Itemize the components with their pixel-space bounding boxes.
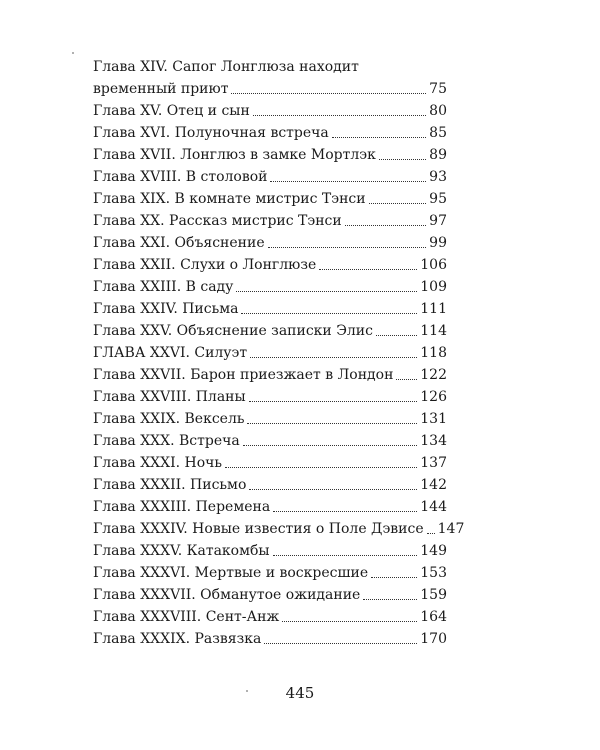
toc-entry (93, 276, 447, 298)
toc-entry (93, 474, 447, 496)
toc-entry-page: 95 (429, 191, 447, 207)
toc-entry-page: 89 (429, 147, 447, 163)
toc-entry-title: Глава XXI. Объяснение (93, 235, 265, 251)
toc-leader-dots (231, 93, 426, 94)
toc-entry-title: Глава XXXVII. Обманутое ожидание (93, 587, 361, 603)
toc-leader-dots (264, 643, 417, 644)
toc-leader-dots (253, 115, 426, 116)
toc-entry-title: Глава XXII. Слухи о Лонглюзе (93, 257, 317, 273)
toc-entry-page: 118 (420, 345, 447, 361)
toc-entry-page: 144 (420, 499, 447, 515)
toc-leader-dots (282, 621, 417, 622)
toc-leader-dots (371, 577, 417, 578)
toc-leader-dots (319, 269, 417, 270)
toc-entry (93, 254, 447, 276)
toc-leader-dots (236, 291, 417, 292)
toc-leader-dots (427, 533, 435, 534)
toc-entry-title: Глава XIX. В комнате мистрис Тэнси (93, 191, 366, 207)
toc-entry-title: Глава XV. Отец и сын (93, 103, 250, 119)
toc-leader-dots (241, 313, 417, 314)
toc-entry-page: 126 (420, 389, 447, 405)
toc-entry (93, 210, 447, 232)
toc-entry (93, 78, 447, 100)
toc-entry-title: Глава XXXVI. Мертвые и воскресшие (93, 565, 369, 581)
toc-leader-dots (376, 335, 417, 336)
paper-speck (72, 52, 74, 54)
toc-entry-page: 159 (420, 587, 447, 603)
toc-entry (93, 562, 447, 584)
toc-entry (93, 320, 447, 342)
page-number: 445 (285, 684, 315, 702)
toc-leader-dots (268, 247, 427, 248)
toc-entry-page: 97 (429, 213, 447, 229)
toc-entry (93, 386, 447, 408)
toc-entry (93, 188, 447, 210)
toc-entry-title: временный приют (93, 81, 229, 97)
toc-entry-page: 131 (420, 411, 447, 427)
toc-entry (93, 628, 447, 650)
toc-entry-page: 93 (429, 169, 447, 185)
toc-entry (93, 144, 447, 166)
toc-entry-title: Глава XXXIII. Перемена (93, 499, 271, 515)
toc-leader-dots (379, 159, 426, 160)
toc-entry-title: Глава XXVIII. Планы (93, 389, 246, 405)
toc-entry-page: 99 (429, 235, 447, 251)
toc-leader-dots (345, 225, 426, 226)
toc-leader-dots (270, 181, 426, 182)
toc-entry-page: 153 (420, 565, 447, 581)
toc-entry-page: 137 (420, 455, 447, 471)
toc-entry-title: Глава XXV. Объяснение записки Элис (93, 323, 373, 339)
toc-entry-title: Глава XXVII. Барон приезжает в Лондон (93, 367, 394, 383)
toc-leader-dots (273, 511, 417, 512)
toc-entry-title: Глава XXIX. Вексель (93, 411, 245, 427)
toc-entry (93, 606, 447, 628)
toc-entry (93, 518, 465, 540)
toc-entry (93, 342, 447, 364)
toc-entry (93, 540, 447, 562)
toc-entry-title: Глава XXX. Встреча (93, 433, 240, 449)
toc-entry (93, 584, 447, 606)
toc-leader-dots (249, 489, 417, 490)
toc-leader-dots (273, 555, 418, 556)
toc-entry-title: Глава XIV. Сапог Лонглюза находит (93, 59, 359, 75)
toc-entry (93, 232, 447, 254)
toc-entry-page: 111 (420, 301, 447, 317)
toc-entry-page: 85 (429, 125, 447, 141)
toc-entry-page: 147 (437, 521, 465, 537)
toc-leader-dots (363, 599, 417, 600)
toc-entry-page: 80 (429, 103, 447, 119)
toc-entry-title: Глава XVIII. В столовой (93, 169, 268, 185)
toc-entry-title: Глава XXXV. Катакомбы (93, 543, 270, 559)
toc-entry-title: Глава XX. Рассказ мистрис Тэнси (93, 213, 342, 229)
toc-entry-title: Глава XVII. Лонглюз в замке Мортлэк (93, 147, 376, 163)
paper-speck (246, 690, 248, 692)
toc-entry-title: Глава XXXIX. Развязка (93, 631, 262, 647)
toc-leader-dots (247, 423, 417, 424)
toc-entry (93, 100, 447, 122)
toc-leader-dots (243, 445, 418, 446)
toc-entry-title: ГЛАВА XXVI. Силуэт (93, 345, 248, 361)
toc-entry-title: Глава XXIV. Письма (93, 301, 239, 317)
toc-entry-title: Глава XVI. Полуночная встреча (93, 125, 329, 141)
toc-entry-page: 122 (420, 367, 447, 383)
toc-entry-title: Глава XXXII. Письмо (93, 477, 247, 493)
toc-entry-page: 149 (420, 543, 447, 559)
toc-entry-page: 142 (420, 477, 447, 493)
toc-entry-page: 134 (420, 433, 447, 449)
toc-entry-page: 109 (420, 279, 447, 295)
toc-entry (93, 452, 447, 474)
toc-entry-title: Глава XXXI. Ночь (93, 455, 223, 471)
toc-leader-dots (369, 203, 427, 204)
toc-leader-dots (225, 467, 417, 468)
toc-leader-dots (332, 137, 426, 138)
toc-entry-page: 75 (429, 81, 447, 97)
toc-entry-page: 164 (420, 609, 447, 625)
toc-entry-page: 106 (420, 257, 447, 273)
toc-entry (93, 122, 447, 144)
toc-entry-title: Глава XXIII. В саду (93, 279, 234, 295)
toc-entry (93, 430, 447, 452)
toc-leader-dots (249, 401, 418, 402)
toc-entry (93, 496, 447, 518)
toc-leader-dots (396, 379, 417, 380)
toc-entry (93, 166, 447, 188)
toc-entry-title: Глава XXXVIII. Сент-Анж (93, 609, 280, 625)
toc-entry (93, 298, 447, 320)
toc-leader-dots (250, 357, 417, 358)
toc-entry-page: 170 (420, 631, 447, 647)
toc-entry (93, 364, 447, 386)
toc-entry-page: 114 (420, 323, 447, 339)
table-of-contents (93, 56, 465, 650)
toc-entry-title: Глава XXXIV. Новые известия о Поле Дэвисе (93, 521, 424, 537)
toc-entry (93, 56, 447, 78)
toc-entry (93, 408, 447, 430)
